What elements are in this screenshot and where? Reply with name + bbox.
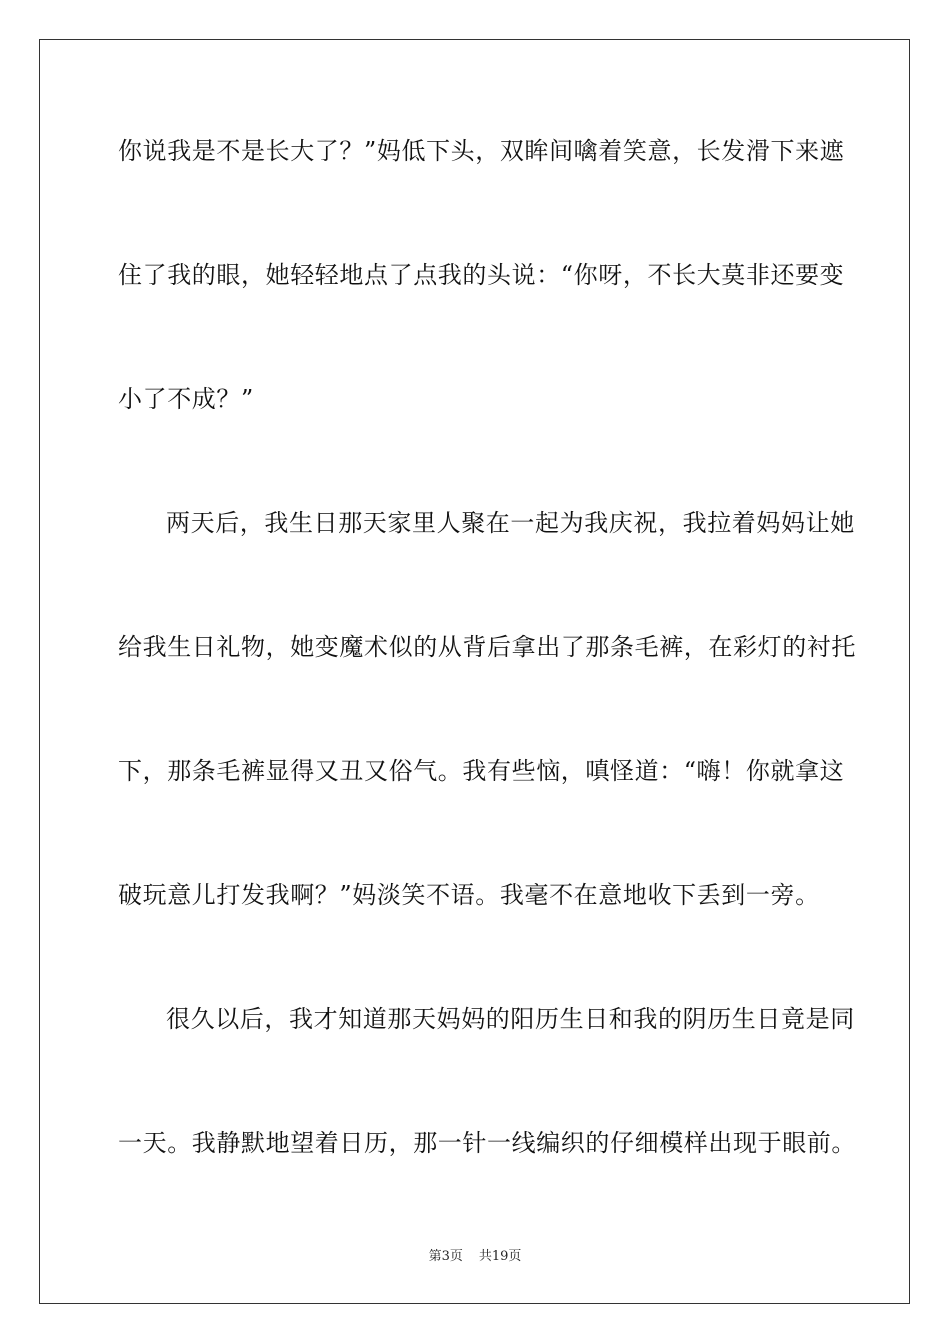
page-footer: [0, 1248, 950, 1266]
text-line-1: 你说我是不是长大了？”妈低下头，双眸间噙着笑意，长发滑下来遮: [118, 137, 845, 165]
text-line-5: 给我生日礼物，她变魔术似的从背后拿出了那条毛裤，在彩灯的衬托: [118, 633, 856, 661]
text-line-3: 小了不成？”: [118, 385, 254, 413]
page-border: [39, 39, 910, 1304]
text-line-7: 破玩意儿打发我啊？”妈淡笑不语。我毫不在意地收下丢到一旁。: [118, 881, 820, 909]
text-line-9: 一天。我静默地望着日历，那一针一线编织的仔细模样出现于眼前。: [118, 1129, 856, 1157]
text-line-6: 下，那条毛裤显得又丑又俗气。我有些恼，嗔怪道：“嗨！你就拿这: [118, 757, 845, 785]
page-total: 共19页: [478, 1249, 522, 1264]
text-line-2: 住了我的眼，她轻轻地点了点我的头说：“你呀，不长大莫非还要变: [118, 261, 845, 289]
page-number: 第3页: [428, 1249, 463, 1264]
text-line-4: 两天后，我生日那天家里人聚在一起为我庆祝，我拉着妈妈让她: [166, 509, 855, 537]
text-line-8: 很久以后，我才知道那天妈妈的阳历生日和我的阴历生日竟是同: [166, 1005, 855, 1033]
